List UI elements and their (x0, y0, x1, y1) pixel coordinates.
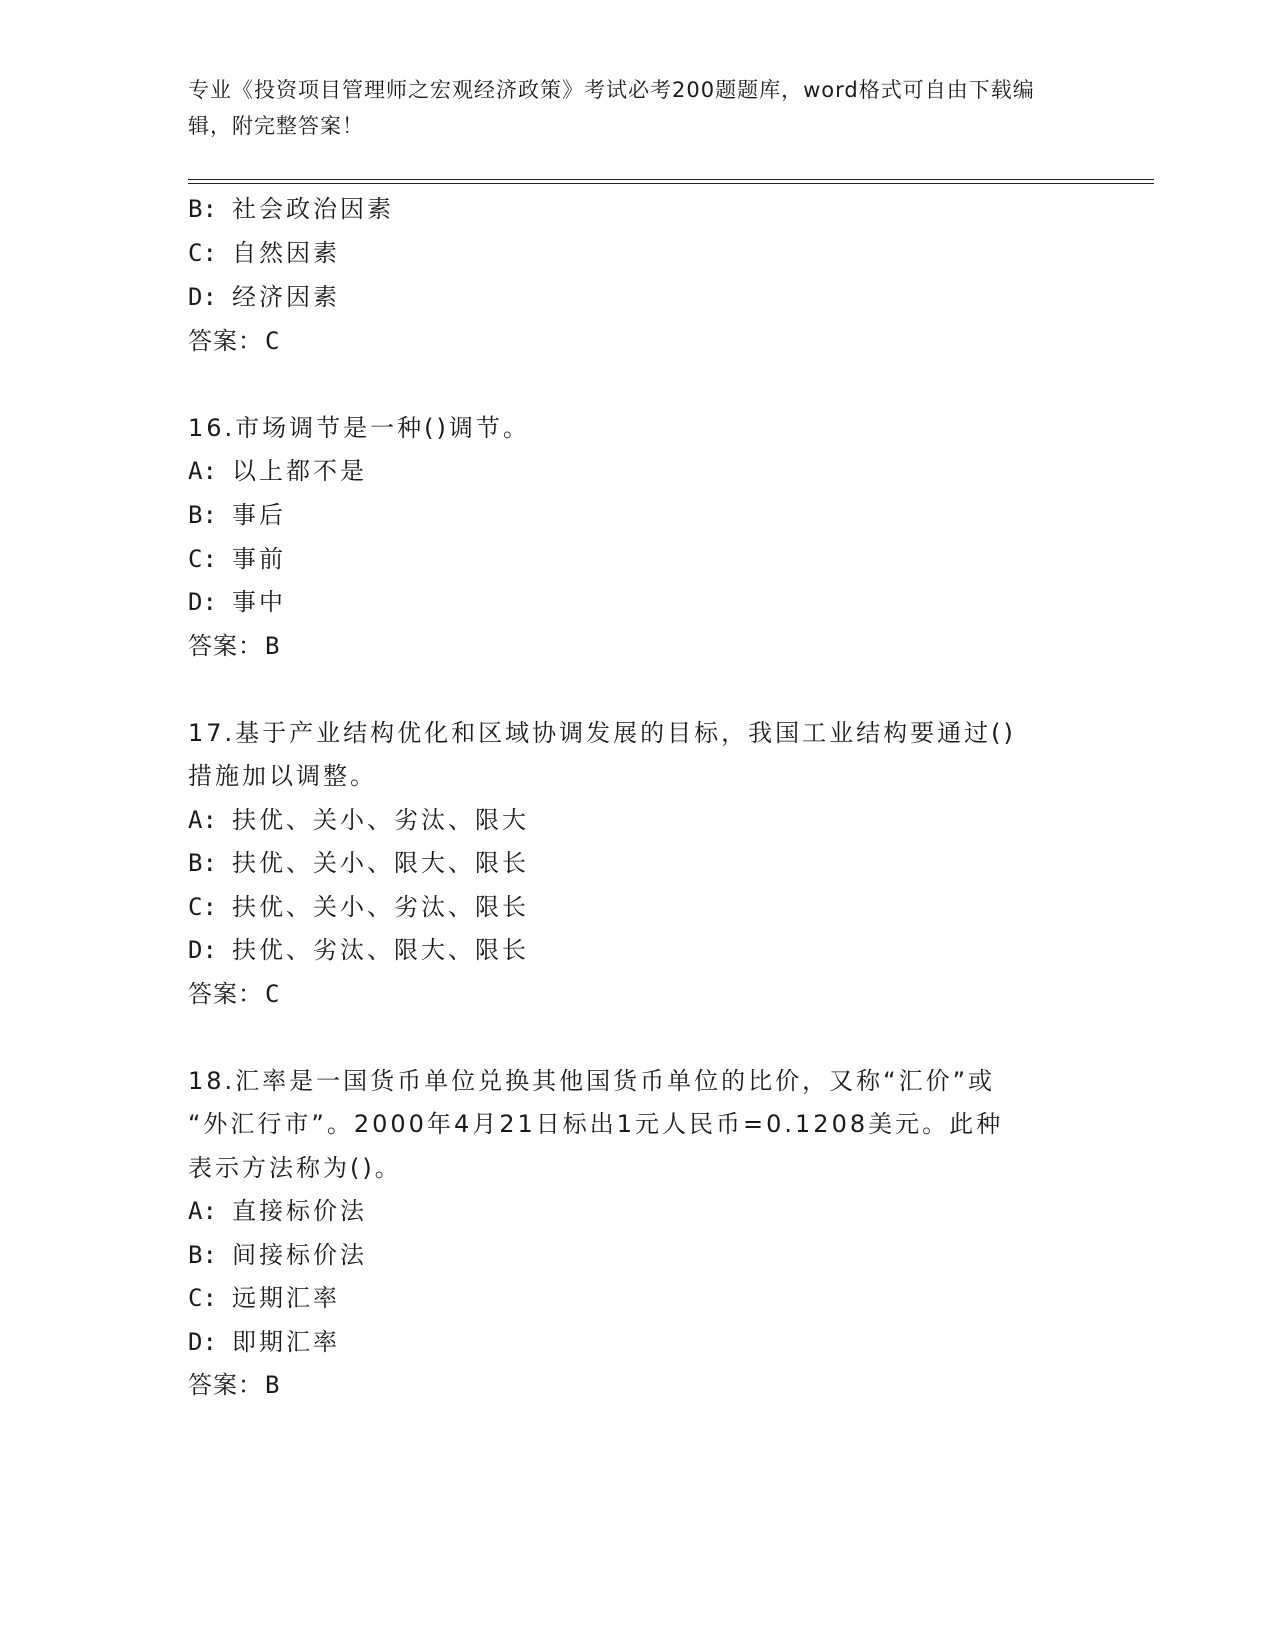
q18-option-d (188, 1327, 340, 1357)
q15-option-c (188, 238, 340, 268)
q17-answer (188, 979, 280, 1009)
option-text: 直接标价法 (232, 1197, 367, 1225)
q16-option-c (188, 544, 286, 574)
q15-answer (188, 326, 280, 356)
option-key: A: (188, 806, 217, 834)
answer-value: B (265, 1371, 281, 1399)
option-key: D: (188, 283, 217, 311)
option-text: 事后 (232, 501, 286, 529)
q16-option-d (188, 587, 286, 617)
answer-label: 答案： (188, 1371, 263, 1399)
q17-question-line-2: 措施加以调整。 (188, 762, 377, 790)
option-key: D: (188, 936, 217, 964)
option-key: C: (188, 545, 217, 573)
document-header: 专业《投资项目管理师之宏观经济政策》考试必考200题题库，word格式可自由下载编辑，附完整答案！ (188, 78, 1035, 138)
option-text: 事前 (232, 545, 286, 573)
q18-option-c (188, 1283, 340, 1313)
option-text: 自然因素 (232, 239, 340, 267)
answer-value: C (265, 980, 281, 1008)
option-text: 经济因素 (232, 283, 340, 311)
q18-option-b (188, 1240, 367, 1270)
option-text: 远期汇率 (232, 1284, 340, 1312)
answer-label: 答案： (188, 980, 263, 1008)
answer-label: 答案： (188, 327, 263, 355)
q17-option-b (188, 848, 529, 878)
option-key: C: (188, 893, 217, 921)
option-text: 扶优、劣汰、限大、限长 (232, 936, 529, 964)
answer-label: 答案： (188, 632, 263, 660)
option-key: B: (188, 195, 217, 223)
q17-question-line-1: 17.基于产业结构优化和区域协调发展的目标，我国工业结构要通过() (188, 719, 1016, 747)
option-text: 事中 (232, 588, 286, 616)
option-key: D: (188, 588, 217, 616)
option-text: 扶优、关小、劣汰、限大 (232, 806, 529, 834)
option-key: B: (188, 1241, 217, 1269)
answer-value: B (265, 632, 281, 660)
answer-value: C (265, 327, 281, 355)
q16-option-a (188, 456, 367, 486)
option-text: 扶优、关小、限大、限长 (232, 849, 529, 877)
option-key: C: (188, 239, 217, 267)
option-key: A: (188, 1197, 217, 1225)
option-key: A: (188, 457, 217, 485)
q18-question-line-1: 18.汇率是一国货币单位兑换其他国货币单位的比价，又称“汇价”或 (188, 1067, 996, 1095)
q17-option-c (188, 892, 529, 922)
q18-question-line-2: “外汇行市”。2000年4月21日标出1元人民币=0.1208美元。此种 (188, 1110, 1004, 1138)
q18-question-line-3: 表示方法称为()。 (188, 1154, 402, 1182)
option-text: 社会政治因素 (232, 195, 394, 223)
header-divider-top (188, 179, 1154, 180)
q18-answer (188, 1370, 280, 1400)
option-key: D: (188, 1328, 217, 1356)
option-text: 间接标价法 (232, 1241, 367, 1269)
q17-option-d (188, 935, 529, 965)
q16-answer (188, 631, 280, 661)
q15-option-d (188, 282, 340, 312)
header-divider-bottom (188, 183, 1154, 184)
option-text: 即期汇率 (232, 1328, 340, 1356)
option-key: B: (188, 501, 217, 529)
q18-option-a (188, 1196, 367, 1226)
option-text: 扶优、关小、劣汰、限长 (232, 893, 529, 921)
option-key: C: (188, 1284, 217, 1312)
q16-question: 16.市场调节是一种()调节。 (188, 414, 530, 442)
option-key: B: (188, 849, 217, 877)
q17-option-a (188, 805, 529, 835)
q16-option-b (188, 500, 286, 530)
q15-option-b (188, 194, 394, 224)
option-text: 以上都不是 (232, 457, 367, 485)
